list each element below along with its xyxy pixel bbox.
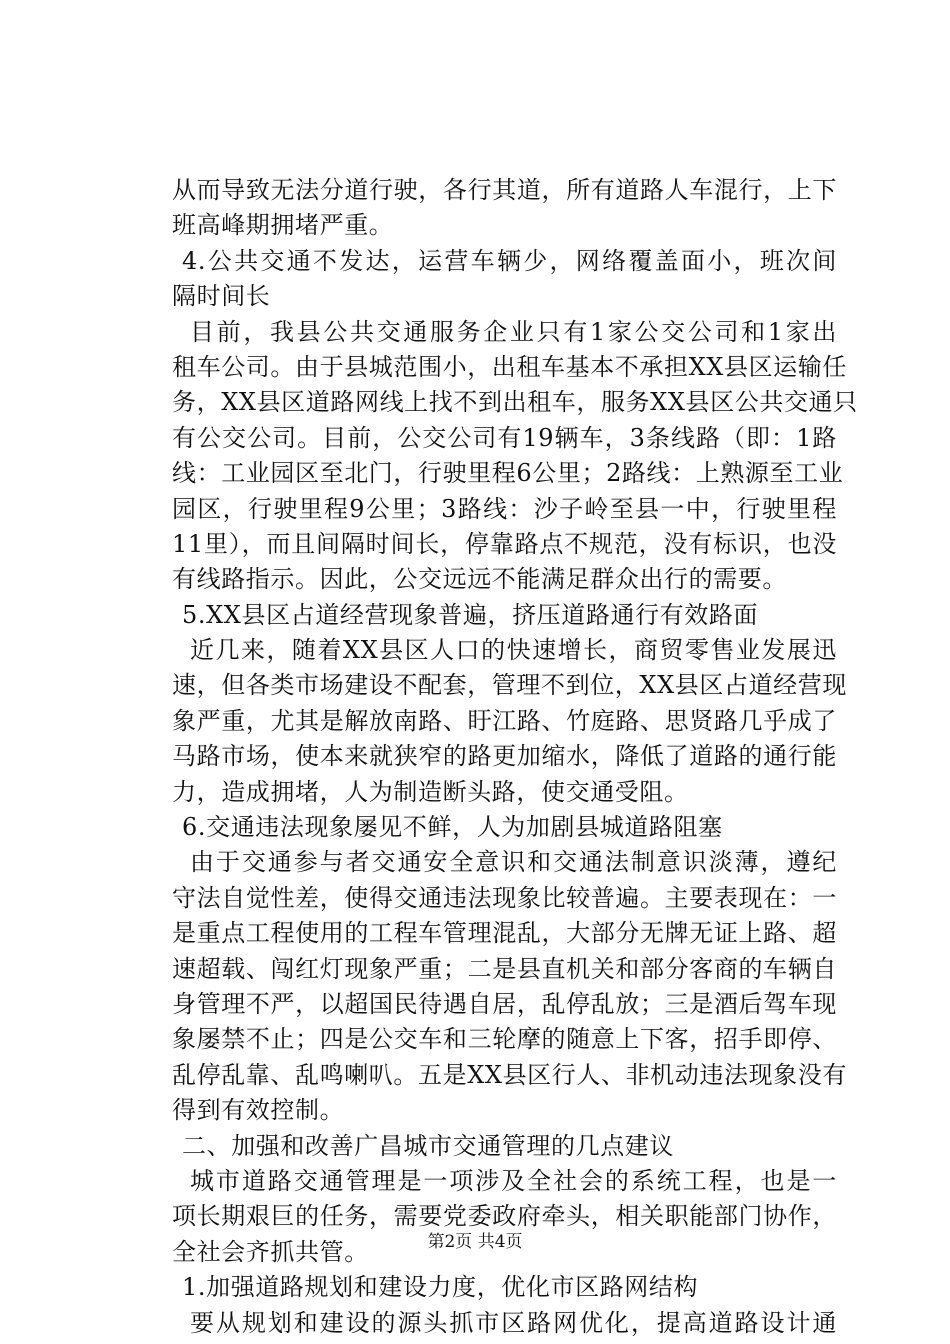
text-line: 象严重，尤其是解放南路、盱江路、竹庭路、思贤路几乎成了 [172,706,837,735]
text-line: 4.公共交通不发达，运营车辆少，网络覆盖面小，班次间 [182,246,837,275]
text-line: 从而导致无法分道行驶，各行其道，所有道路人车混行，上下 [172,176,837,204]
text-line: 城市道路交通管理是一项涉及全社会的系统工程，也是一 [190,1166,837,1195]
text-line: 近几来，随着XX县区人口的快速增长，商贸零售业发展迅 [190,636,837,665]
text-line: 是重点工程使用的工程车管理混乱，大部分无牌无证上路、超 [172,919,837,948]
text-line: 11里），而且间隔时间长，停靠路点不规范，没有标识，也没 [172,529,837,558]
page-footer: 第2页 共4页 [427,1232,523,1252]
text-line: 班高峰期拥堵严重。 [172,211,394,240]
text-line: 身管理不严，以超国民待遇自居，乱停乱放；三是酒后驾车现 [172,989,837,1018]
section-heading: 二、加强和改善广昌城市交通管理的几点建议 [182,1131,674,1160]
text-line: 马路市场，使本来就狭窄的路更加缩水，降低了道路的通行能 [172,742,837,771]
text-line: 园区，行驶里程9公里；3路线：沙子岭至县一中，行驶里程 [172,494,837,523]
text-line: 得到有效控制。 [172,1096,345,1125]
text-line: 目前，我县公共交通服务企业只有1家公交公司和1家出 [190,317,837,346]
text-line: 乱停乱靠、乱鸣喇叭。五是XX县区行人、非机动违法现象没有 [172,1060,847,1089]
text-line: 有线路指示。因此，公交远远不能满足群众出行的需要。 [172,565,787,594]
text-line: 要从规划和建设的源头抓市区路网优化，提高道路设计通 [190,1308,837,1337]
text-line: 全社会齐抓共管。 [172,1237,369,1266]
text-line: 速超载、闯红灯现象严重；二是县直机关和部分客商的车辆自 [172,954,837,983]
text-line: 1.加强道路规划和建设力度，优化市区路网结构 [182,1273,699,1302]
text-line: 守法自觉性差，使得交通违法现象比较普遍。主要表现在：一 [172,883,837,912]
text-line: 力，造成拥堵，人为制造断头路，使交通受阻。 [172,777,689,806]
text-line: 速，但各类市场建设不配套，管理不到位，XX县区占道经营现 [172,671,847,700]
text-line: 租车公司。由于县城范围小，出租车基本不承担XX县区运输任 [172,352,847,381]
text-line: 由于交通参与者交通安全意识和交通法制意识淡薄，遵纪 [190,848,837,877]
text-line: 线：工业园区至北门，行驶里程6公里；2路线：上熟源至工业 [172,459,844,488]
text-line: 6.交通违法现象屡见不鲜，人为加剧县城道路阻塞 [182,813,723,842]
text-line: 务，XX县区道路网线上找不到出租车，服务XX县区公共交通只 [172,388,858,417]
text-line: 隔时间长 [172,282,271,311]
document-body [172,173,858,1341]
text-line: 5.XX县区占道经营现象普遍，挤压道路通行有效路面 [182,600,759,629]
text-line: 有公交公司。目前，公交公司有19辆车，3条线路（即：1路 [172,423,837,452]
text-line: 象屡禁不止；四是公交车和三轮摩的随意上下客，招手即停、 [172,1025,837,1054]
text-line: 项长期艰巨的任务，需要党委政府牵头，相关职能部门协作， [172,1202,837,1231]
